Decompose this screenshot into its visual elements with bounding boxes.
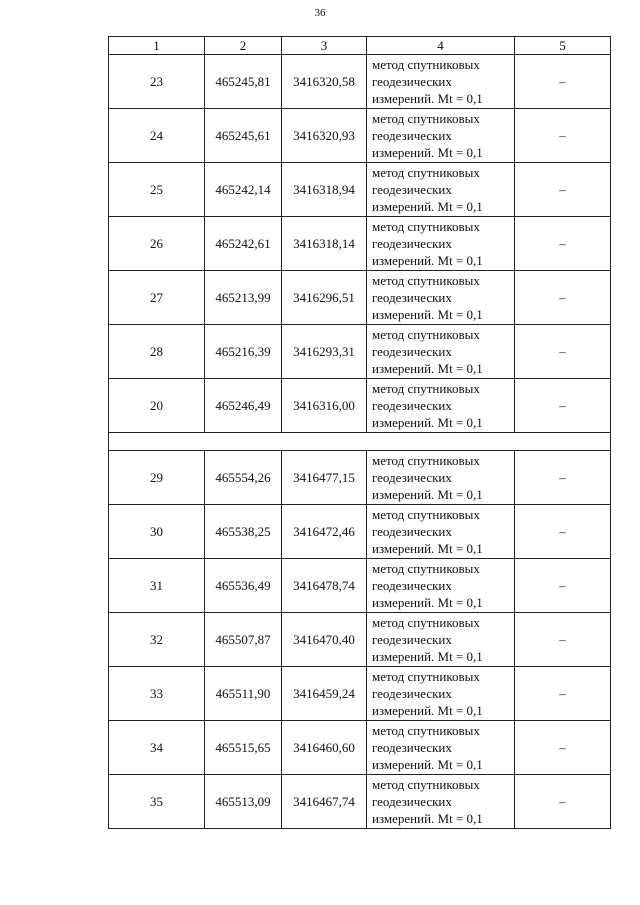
page-number: 36 (314, 7, 326, 19)
method-line: измерений. Mt = 0,1 (372, 757, 483, 772)
method-line: метод спутниковых (372, 327, 480, 342)
table-row (109, 559, 611, 613)
point-number-cell: 30 (109, 505, 205, 559)
x-coordinate-cell: 465515,65 (205, 721, 282, 775)
y-coordinate-cell: 3416296,51 (282, 271, 367, 325)
note-cell: – (515, 559, 611, 613)
method-line: геодезических (372, 794, 452, 809)
method-cell (367, 55, 515, 109)
method-line: измерений. Mt = 0,1 (372, 595, 483, 610)
method-line: геодезических (372, 578, 452, 593)
method-line: метод спутниковых (372, 219, 480, 234)
method-cell (367, 163, 515, 217)
y-coordinate-cell: 3416472,46 (282, 505, 367, 559)
table-row (109, 505, 611, 559)
point-number-cell: 24 (109, 109, 205, 163)
note-cell: – (515, 667, 611, 721)
point-number-cell: 28 (109, 325, 205, 379)
header-col-5: 5 (515, 37, 611, 55)
method-cell (367, 613, 515, 667)
method-cell (367, 271, 515, 325)
y-coordinate-cell: 3416477,15 (282, 451, 367, 505)
method-line: геодезических (372, 236, 452, 251)
method-line: метод спутниковых (372, 507, 480, 522)
x-coordinate-cell: 465246,49 (205, 379, 282, 433)
method-line: метод спутниковых (372, 57, 480, 72)
point-number-cell: 29 (109, 451, 205, 505)
y-coordinate-cell: 3416316,00 (282, 379, 367, 433)
x-coordinate-cell: 465511,90 (205, 667, 282, 721)
method-cell (367, 325, 515, 379)
note-cell: – (515, 163, 611, 217)
method-line: метод спутниковых (372, 381, 480, 396)
method-line: измерений. Mt = 0,1 (372, 541, 483, 556)
point-number-cell: 32 (109, 613, 205, 667)
point-number-cell: 23 (109, 55, 205, 109)
method-line: геодезических (372, 182, 452, 197)
point-number-cell: 25 (109, 163, 205, 217)
table-row (109, 217, 611, 271)
x-coordinate-cell: 465513,09 (205, 775, 282, 829)
y-coordinate-cell: 3416478,74 (282, 559, 367, 613)
note-cell: – (515, 775, 611, 829)
x-coordinate-cell: 465507,87 (205, 613, 282, 667)
note-cell: – (515, 109, 611, 163)
coordinates-table (108, 36, 611, 829)
y-coordinate-cell: 3416320,93 (282, 109, 367, 163)
header-col-2: 2 (205, 37, 282, 55)
x-coordinate-cell: 465554,26 (205, 451, 282, 505)
point-number-cell: 34 (109, 721, 205, 775)
table-row (109, 775, 611, 829)
table-row (109, 721, 611, 775)
note-cell: – (515, 217, 611, 271)
method-line: геодезических (372, 128, 452, 143)
method-line: измерений. Mt = 0,1 (372, 361, 483, 376)
method-line: метод спутниковых (372, 273, 480, 288)
table-row (109, 55, 611, 109)
method-cell (367, 505, 515, 559)
y-coordinate-cell: 3416318,94 (282, 163, 367, 217)
method-line: измерений. Mt = 0,1 (372, 811, 483, 826)
method-line: геодезических (372, 740, 452, 755)
method-line: геодезических (372, 398, 452, 413)
note-cell: – (515, 451, 611, 505)
header-col-3: 3 (282, 37, 367, 55)
method-line: измерений. Mt = 0,1 (372, 307, 483, 322)
note-cell: – (515, 613, 611, 667)
method-line: метод спутниковых (372, 453, 480, 468)
table-header-row (109, 37, 611, 55)
method-cell (367, 721, 515, 775)
x-coordinate-cell: 465538,25 (205, 505, 282, 559)
table-row (109, 451, 611, 505)
method-line: геодезических (372, 524, 452, 539)
separator-cell (109, 433, 611, 451)
x-coordinate-cell: 465216,39 (205, 325, 282, 379)
point-number-cell: 26 (109, 217, 205, 271)
point-number-cell: 35 (109, 775, 205, 829)
note-cell: – (515, 55, 611, 109)
y-coordinate-cell: 3416459,24 (282, 667, 367, 721)
point-number-cell: 33 (109, 667, 205, 721)
note-cell: – (515, 505, 611, 559)
method-cell (367, 379, 515, 433)
y-coordinate-cell: 3416467,74 (282, 775, 367, 829)
header-col-4: 4 (367, 37, 515, 55)
method-line: метод спутниковых (372, 561, 480, 576)
method-line: измерений. Mt = 0,1 (372, 199, 483, 214)
method-line: геодезических (372, 686, 452, 701)
x-coordinate-cell: 465242,61 (205, 217, 282, 271)
method-cell (367, 559, 515, 613)
method-line: измерений. Mt = 0,1 (372, 145, 483, 160)
x-coordinate-cell: 465242,14 (205, 163, 282, 217)
y-coordinate-cell: 3416320,58 (282, 55, 367, 109)
method-line: измерений. Mt = 0,1 (372, 91, 483, 106)
separator-row (109, 433, 611, 451)
x-coordinate-cell: 465213,99 (205, 271, 282, 325)
method-line: метод спутниковых (372, 777, 480, 792)
note-cell: – (515, 271, 611, 325)
method-line: геодезических (372, 632, 452, 647)
x-coordinate-cell: 465536,49 (205, 559, 282, 613)
method-line: геодезических (372, 344, 452, 359)
method-line: измерений. Mt = 0,1 (372, 487, 483, 502)
method-line: измерений. Mt = 0,1 (372, 703, 483, 718)
note-cell: – (515, 325, 611, 379)
table-row (109, 325, 611, 379)
x-coordinate-cell: 465245,61 (205, 109, 282, 163)
method-line: геодезических (372, 74, 452, 89)
table-row (109, 667, 611, 721)
header-col-1: 1 (109, 37, 205, 55)
note-cell: – (515, 379, 611, 433)
method-line: метод спутниковых (372, 723, 480, 738)
x-coordinate-cell: 465245,81 (205, 55, 282, 109)
point-number-cell: 20 (109, 379, 205, 433)
method-line: измерений. Mt = 0,1 (372, 649, 483, 664)
method-cell (367, 775, 515, 829)
method-line: геодезических (372, 290, 452, 305)
method-line: метод спутниковых (372, 111, 480, 126)
method-line: измерений. Mt = 0,1 (372, 415, 483, 430)
method-line: метод спутниковых (372, 165, 480, 180)
point-number-cell: 31 (109, 559, 205, 613)
method-line: измерений. Mt = 0,1 (372, 253, 483, 268)
note-cell: – (515, 721, 611, 775)
table-row (109, 163, 611, 217)
method-cell (367, 667, 515, 721)
y-coordinate-cell: 3416460,60 (282, 721, 367, 775)
table-row (109, 271, 611, 325)
table-row (109, 613, 611, 667)
y-coordinate-cell: 3416470,40 (282, 613, 367, 667)
y-coordinate-cell: 3416318,14 (282, 217, 367, 271)
y-coordinate-cell: 3416293,31 (282, 325, 367, 379)
table-row (109, 379, 611, 433)
method-line: геодезических (372, 470, 452, 485)
table-row (109, 109, 611, 163)
point-number-cell: 27 (109, 271, 205, 325)
method-cell (367, 217, 515, 271)
method-line: метод спутниковых (372, 669, 480, 684)
method-cell (367, 451, 515, 505)
method-cell (367, 109, 515, 163)
method-line: метод спутниковых (372, 615, 480, 630)
